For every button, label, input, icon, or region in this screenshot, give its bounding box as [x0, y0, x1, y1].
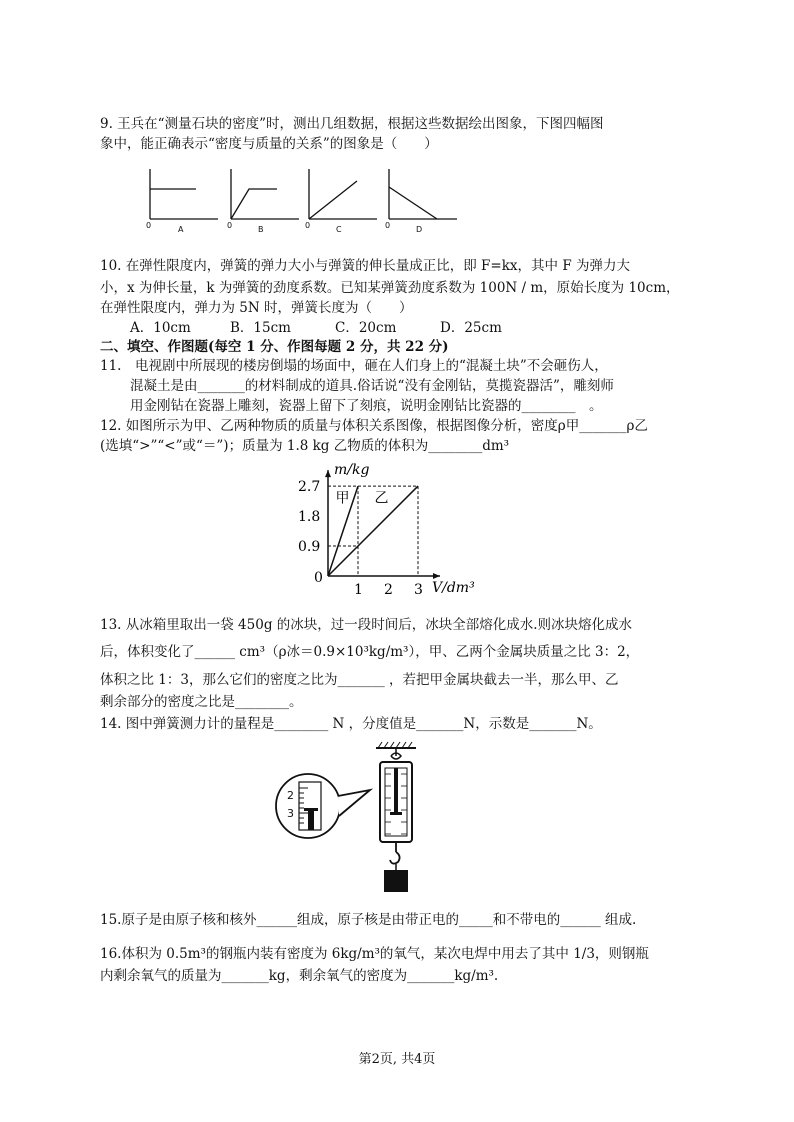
zoom-indicator: [308, 810, 314, 830]
q9-line-1: 9. 王兵在“测量石块的密度”时，测出几组数据，根据这些数据绘出图象，下图四幅图: [100, 116, 604, 132]
q13-line-3: 体积之比 1：3，那么它们的密度之比为_______ ，若把甲金属块截去一半，那么甲、乙: [100, 672, 619, 688]
graph-d-label: D: [416, 225, 423, 234]
hook: [390, 852, 400, 864]
x-tick-label: 3: [414, 582, 423, 598]
q15-line-1: 15.原子是由原子核和核外______组成，原子核是由带正电的_____和不带电的______ 组成.: [100, 912, 637, 928]
x-tick-label: 2: [384, 582, 393, 598]
graph-b: [227, 165, 301, 223]
graph-c-curve: [309, 181, 357, 219]
zoom-tick-2: 2: [287, 789, 294, 802]
q12-line-1: 12. 如图所示为甲、乙两种物质的质量与体积关系图像，根据图像分析，密度ρ甲_______ρ乙: [100, 418, 648, 434]
q11-line-2: 混凝土是由_______的材料制成的道具.俗话说“没有金刚钻，莫揽瓷器活”，雕刻师: [130, 378, 614, 394]
page-number: 第2页, 共4页: [358, 1052, 436, 1067]
graph-a: [146, 165, 220, 223]
mass-volume-chart: [280, 452, 520, 600]
zoom-indicator-head: [304, 808, 318, 811]
section-2-heading: 二、填空、作图题(每空 1 分、作图每题 2 分，共 22 分): [100, 339, 449, 355]
graph-b-origin: 0: [227, 221, 233, 230]
q14-line-1: 14. 图中弹簧测力计的量程是________ N ，分度值是_______N，示数是_______N。: [100, 716, 602, 732]
q9-line-2: 象中，能正确表示“密度与质量的关系”的图象是（ ）: [100, 136, 438, 152]
graph-c-origin: 0: [305, 221, 311, 230]
graph-c-label: C: [336, 225, 342, 234]
top-ring: [391, 748, 401, 759]
q13-line-2: 后，体积变化了______ cm³（ρ冰＝0.9×10³kg/m³），甲、乙两个金属块质量之比 3：2，: [100, 644, 640, 660]
y-axis-arrow: [325, 470, 331, 477]
q11-line-1: 11. 电视剧中所展现的楼房倒塌的场面中，砸在人们身上的“混凝土块”不会砸伤人，: [100, 358, 608, 374]
x-axis-arrow: [433, 573, 440, 579]
origin-label: 0: [314, 570, 323, 586]
q10-line-1: 10. 在弹性限度内，弹簧的弹力大小与弹簧的伸长量成正比，即 F=kx，其中 F 为弹力大: [100, 258, 630, 274]
spring-scale-figure: [270, 738, 450, 898]
q13-line-4: 剩余部分的密度之比是________。: [100, 694, 303, 710]
q10-option-b: B．15cm: [230, 320, 291, 336]
zoom-tick-3: 3: [287, 807, 294, 820]
graph-b-curve: [231, 189, 277, 219]
y-axis-label: m/kg: [334, 462, 370, 479]
q16-line-2: 内剩余氧气的质量为_______kg，剩余氧气的密度为_______kg/m³.: [100, 968, 499, 984]
graph-d-curve: [389, 187, 437, 219]
q10-option-d: D．25cm: [440, 320, 502, 336]
zoom-pointer: [338, 790, 370, 816]
x-axis-label: V/dm³: [432, 580, 475, 596]
q11-line-3: 用金刚钻在瓷器上雕刻，瓷器上留下了刻痕，说明金刚钻比瓷器的________ 。: [130, 398, 603, 414]
graph-c: [305, 165, 379, 223]
q12-line-2: (选填“>”“<”或“＝”)；质量为 1.8 kg 乙物质的体积为________dm³: [100, 438, 510, 454]
q16-line-1: 16.体积为 0.5m³的钢瓶内装有密度为 6kg/m³的氧气，某次电焊中用去了其中 1/3，则钢瓶: [100, 946, 649, 962]
y-tick-label: 2.7: [298, 479, 321, 496]
series-label-yi: 乙: [374, 490, 389, 507]
y-tick-label: 0.9: [298, 539, 321, 556]
q10-line-2: 小，x 为伸长量，k 为弹簧的劲度系数。已知某弹簧劲度系数为 100N / m，原始长度为 10cm，: [100, 280, 680, 296]
y-tick-label: 1.8: [298, 509, 321, 526]
spring-scale-pointer: [390, 812, 402, 815]
graph-b-label: B: [258, 225, 264, 234]
graph-a-origin: 0: [146, 221, 152, 230]
graph-d: [385, 165, 459, 223]
q10-option-a: A．10cm: [130, 320, 191, 336]
x-tick-label: 1: [354, 582, 363, 598]
spring-scale-rod: [394, 768, 398, 814]
q10-line-3: 在弹性限度内，弹力为 5N 时，弹簧长度为（ ）: [100, 300, 413, 316]
q13-line-1: 13. 从冰箱里取出一袋 450g 的冰块，过一段时间后，冰块全部熔化成水.则冰块熔化成水: [100, 617, 633, 633]
series-label-jia: 甲: [335, 490, 350, 507]
q10-option-c: C．20cm: [335, 320, 397, 336]
graph-d-origin: 0: [385, 221, 391, 230]
graph-a-label: A: [178, 225, 184, 234]
weight-block: [384, 870, 408, 892]
